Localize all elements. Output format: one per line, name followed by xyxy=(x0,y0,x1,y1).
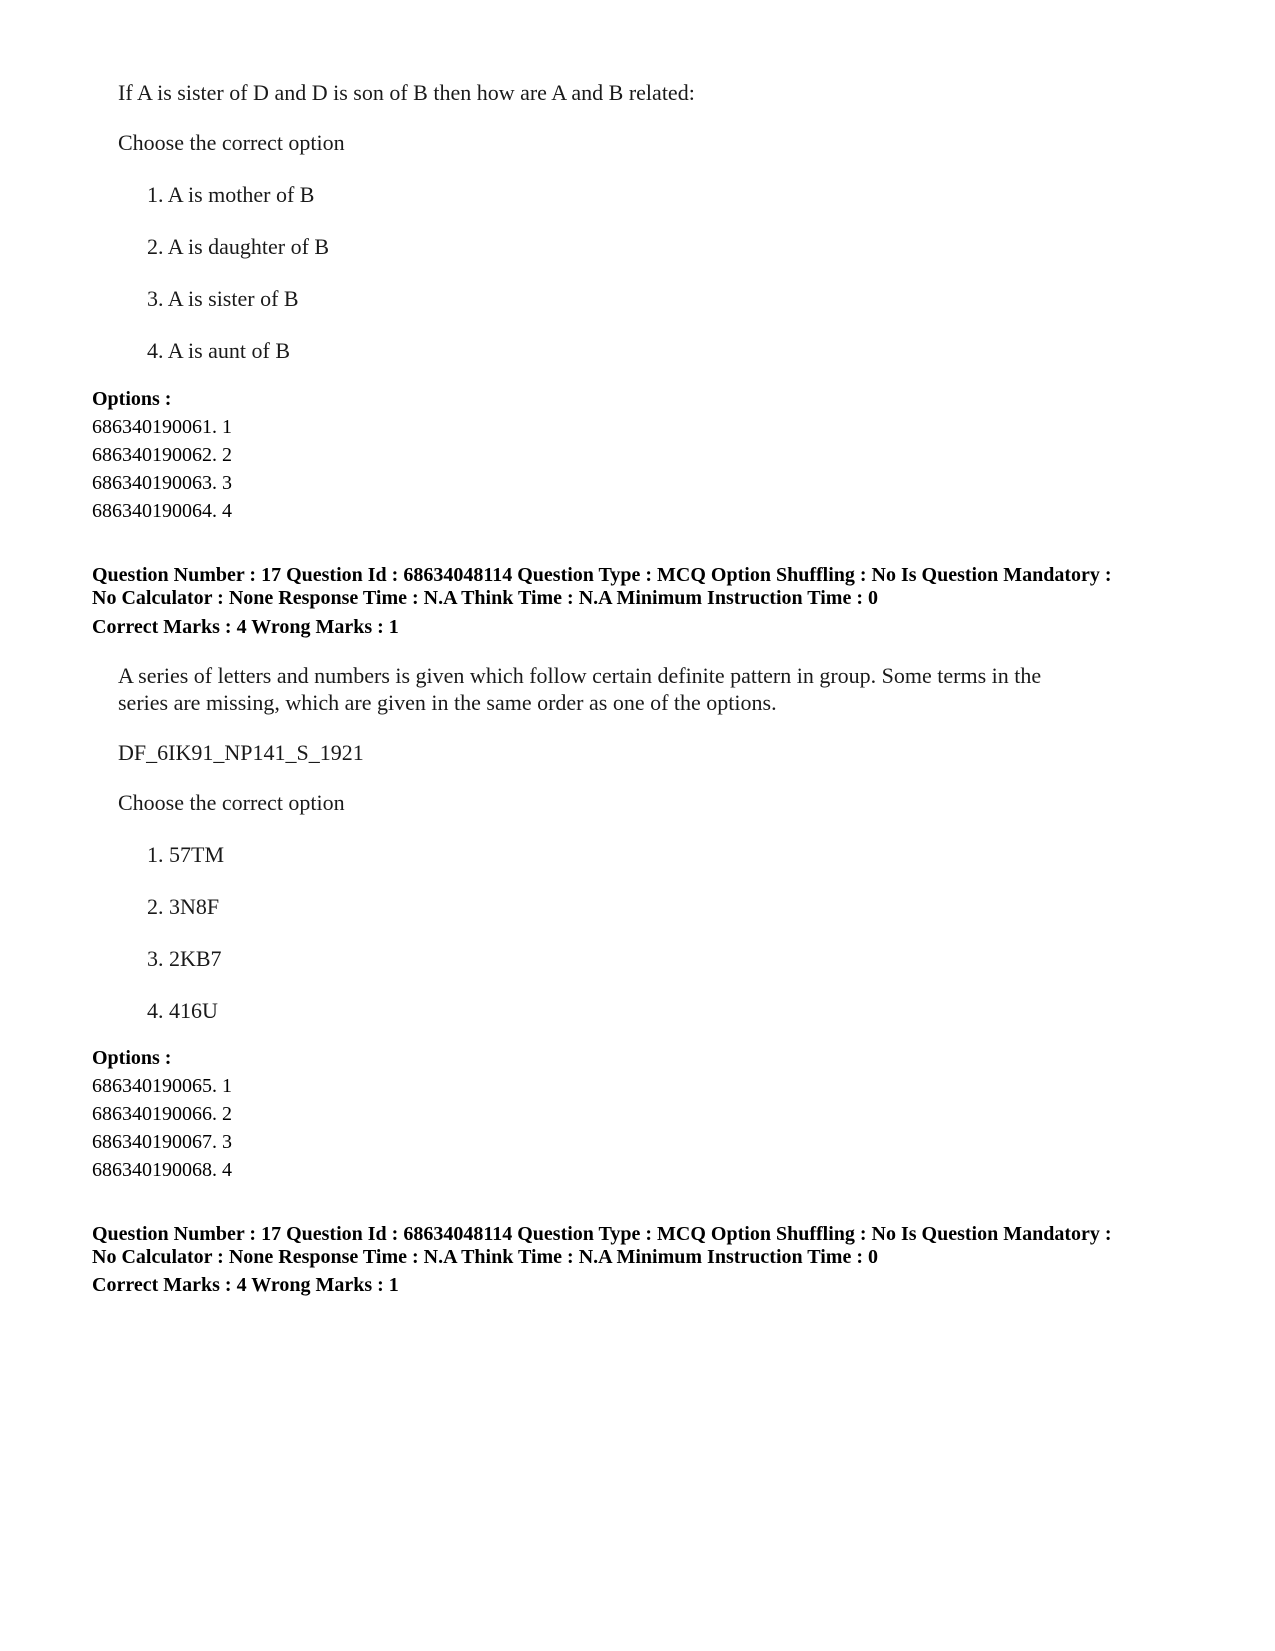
marks-line: Correct Marks : 4 Wrong Marks : 1 xyxy=(92,616,399,638)
question-stem: A series of letters and numbers is given which follow certain definite pattern in group. Some terms in the xyxy=(118,663,1042,688)
question-choice: 1. 57TM xyxy=(147,842,224,867)
question-choice: 4. 416U xyxy=(147,998,218,1023)
question-choice: 3. A is sister of B xyxy=(147,286,299,311)
option-item: 686340190067. 3 xyxy=(92,1131,232,1153)
option-item: 686340190062. 2 xyxy=(92,444,232,466)
question-choice: 4. A is aunt of B xyxy=(147,338,291,363)
question-choice: 3. 2KB7 xyxy=(147,946,222,971)
marks-line: Correct Marks : 4 Wrong Marks : 1 xyxy=(92,1274,399,1296)
meta-line: Question Number : 17 Question Id : 68634048114 Question Type : MCQ Option Shuffling : No Is Question Mandatory : xyxy=(92,564,1112,586)
question-stem: If A is sister of D and D is son of B then how are A and B related: xyxy=(118,80,695,105)
meta-line: No Calculator : None Response Time : N.A Think Time : N.A Minimum Instruction Time : 0 xyxy=(92,1246,878,1268)
option-item: 686340190066. 2 xyxy=(92,1103,232,1125)
option-item: 686340190063. 3 xyxy=(92,472,232,494)
options-heading: Options : xyxy=(92,388,172,410)
question-choice: 2. A is daughter of B xyxy=(147,234,330,259)
series-text: DF_6IK91_NP141_S_1921 xyxy=(118,740,364,765)
option-item: 686340190061. 1 xyxy=(92,416,232,438)
question-prompt: Choose the correct option xyxy=(118,790,345,815)
meta-line: Question Number : 17 Question Id : 68634048114 Question Type : MCQ Option Shuffling : No Is Question Mandatory : xyxy=(92,1223,1112,1245)
question-choice: 2. 3N8F xyxy=(147,894,220,919)
option-item: 686340190068. 4 xyxy=(92,1159,232,1181)
meta-line: No Calculator : None Response Time : N.A Think Time : N.A Minimum Instruction Time : 0 xyxy=(92,587,878,609)
question-prompt: Choose the correct option xyxy=(118,130,345,155)
option-item: 686340190064. 4 xyxy=(92,500,232,522)
options-heading: Options : xyxy=(92,1047,172,1069)
question-stem: series are missing, which are given in the same order as one of the options. xyxy=(118,690,777,715)
question-choice: 1. A is mother of B xyxy=(147,182,315,207)
option-item: 686340190065. 1 xyxy=(92,1075,232,1097)
